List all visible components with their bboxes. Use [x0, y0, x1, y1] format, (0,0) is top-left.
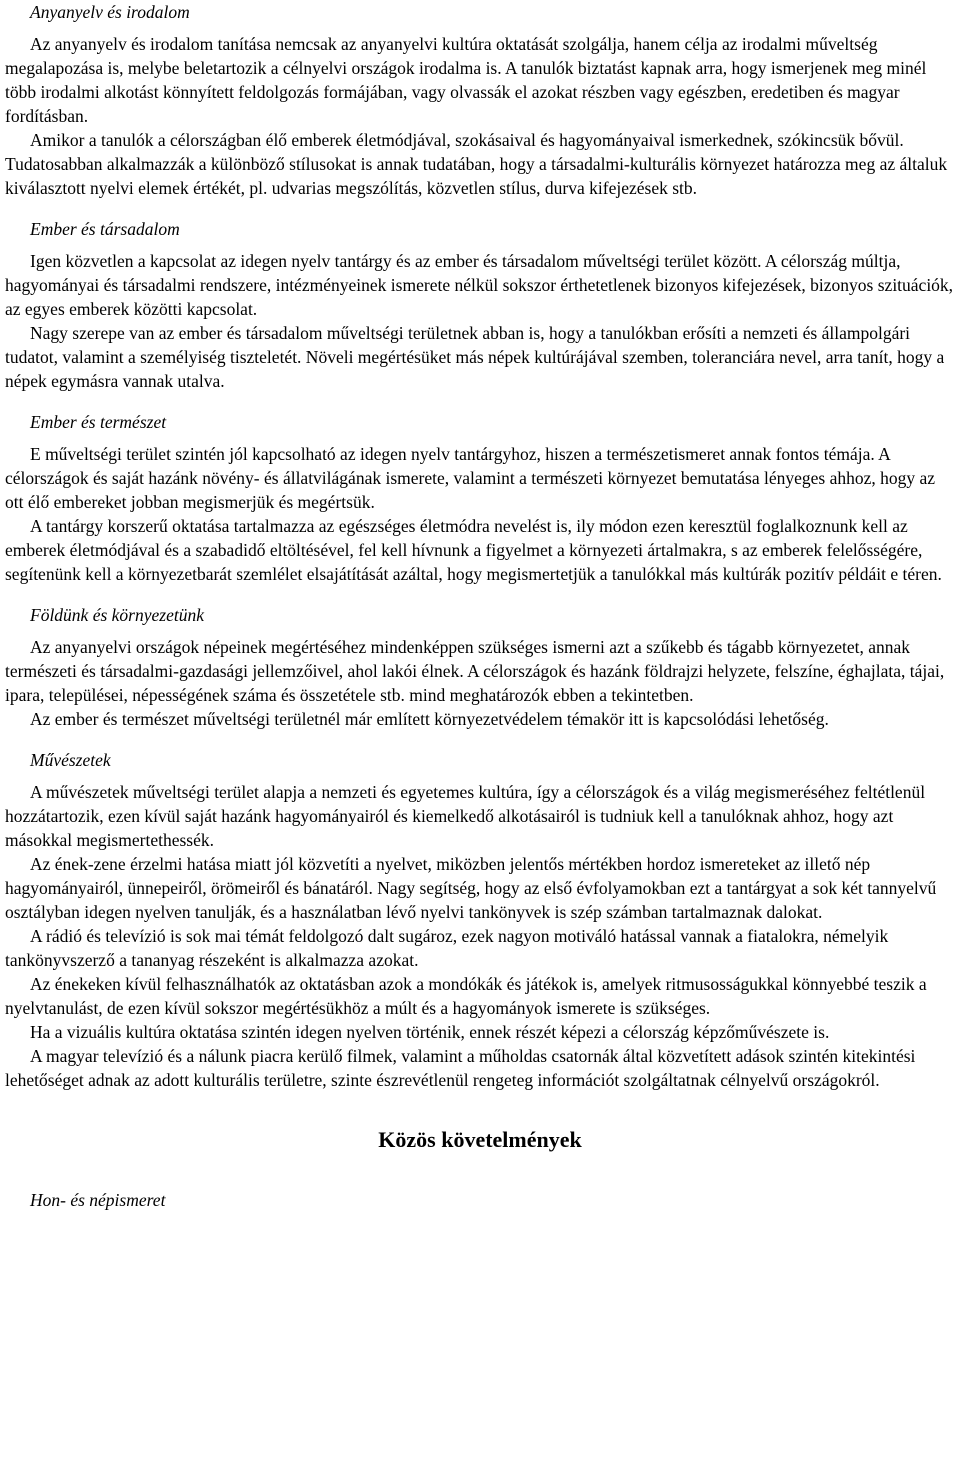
paragraph: Ha a vizuális kultúra oktatása szintén idegen nyelven történik, ennek részét képezi a célország képzőművészete is. — [30, 1022, 830, 1042]
section-heading: Művészetek — [30, 750, 111, 770]
section-muveszetek — [5, 748, 955, 1092]
paragraph: Nagy szerepe van az ember és társadalom műveltségi területnek abban is, hogy a tanulókban erősíti a nemzeti és állampolgári tudatot, valamint a személyiség tiszteletét. Növeli megértésüket más népek kultúrájával szemben, toleranciára nevel, arra tanít, hogy a népek egymásra vannak utalva. — [5, 323, 945, 391]
paragraph: E műveltségi terület szintén jól kapcsolható az idegen nyelv tantárgyhoz, hiszen a természetismeret annak fontos témája. A célországok és saját hazánk növény- és állatvilágának ismerete, valamint a természeti környezet bemutatása lényeges ahhoz, hogy az ott élő embereket jobban megismerjük és megértsük. — [5, 444, 936, 512]
section-ember-tarsadalom — [5, 217, 955, 393]
paragraph: Az ember és természet műveltségi területnél már említett környezetvédelem témakör itt is kapcsolódási lehetőség. — [30, 709, 829, 729]
paragraph: A művészetek műveltségi terület alapja a nemzeti és egyetemes kultúra, így a célországok és a világ megismeréséhez feltétlenül hozzátartozik, ezen kívül saját hazánk hagyományairól és kiemelkedő alkotásairól is tudniuk kell a tanulóknak ahhoz, hogy azt másokkal megismertethessék. — [5, 782, 926, 850]
section-heading: Hon- és népismeret — [30, 1190, 166, 1210]
section-foldunk — [5, 603, 955, 731]
paragraph: Az ének-zene érzelmi hatása miatt jól közvetíti a nyelvet, miközben jelentős mértékben hordoz ismereteket az illető nép hagyományairól, ünnepeiről, örömeiről és bánatáról. Nagy segítség, hogy az első évfolyamokban ezt a tantárgyat a sok két tannyelvű osztályban idegen nyelven tanulják, és a használatban lévő nyelvi tankönyvek is szép számban tartalmaznak dalokat. — [5, 854, 937, 922]
paragraph: A magyar televízió és a nálunk piacra kerülő filmek, valamint a műholdas csatornák által közvetített adások szintén kitekintési lehetőséget adnak az adott kulturális területre, szinte észrevétlenül rengeteg információt szolgáltatnak célnyelvű országokról. — [5, 1046, 916, 1090]
paragraph: Az anyanyelv és irodalom tanítása nemcsak az anyanyelvi kultúra oktatását szolgálja, hanem célja az irodalmi műveltség megalapozása is, melybe beletartozik a célnyelvi országok irodalma is. A tanulók biztatást kapnak arra, hogy ismerjenek meg minél több irodalmi alkotást könnyített feldolgozás formájában, vagy olvassák el azokat részben vagy egészben, eredetiben és magyar fordításban. — [5, 34, 927, 126]
section-heading: Ember és társadalom — [30, 219, 180, 239]
section-ember-termeszet — [5, 410, 955, 586]
section-heading: Ember és természet — [30, 412, 167, 432]
section-heading: Anyanyelv és irodalom — [30, 2, 190, 22]
paragraph: Az énekeken kívül felhasználhatók az oktatásban azok a mondókák és játékok is, amelyek ritmusosságukkal könnyebbé teszik a nyelvtanulást, de ezen kívül sokszor megértésükhöz a múlt és a hagyományok ismerete is szükséges. — [5, 974, 927, 1018]
main-title: Közös követelmények — [378, 1127, 582, 1152]
section-heading: Földünk és környezetünk — [30, 605, 204, 625]
paragraph: Az anyanyelvi országok népeinek megértéséhez mindenképpen szükséges ismerni azt a szűkebb és tágabb környezetet, annak természeti és társadalmi-gazdasági jellemzőivel, ahol lakói élnek. A célországok és hazánk földrajzi helyzete, felszíne, éghajlata, tájai, ipara, települései, népességének száma és összetétele stb. mind meghatározók ebben a tekintetben. — [5, 637, 945, 705]
paragraph: A rádió és televízió is sok mai témát feldolgozó dalt sugároz, ezek nagyon motiváló hatással vannak a fiatalokra, némelyik tankönyvszerző a tananyag részeként is alkalmazza azokat. — [5, 926, 889, 970]
paragraph: Igen közvetlen a kapcsolat az idegen nyelv tantárgy és az ember és társadalom műveltségi terület között. A célország múltja, hagyományai és társadalmi rendszere, intézményeinek ismerete nélkül sokszor érthetetlenek bizonyos kifejezések, bizonyos szituációk, az egyes emberek közötti kapcsolat. — [5, 251, 954, 319]
paragraph: A tantárgy korszerű oktatása tartalmazza az egészséges életmódra nevelést is, ily módon ezen keresztül foglalkoznunk kell az emberek életmódjával és a szabadidő eltöltésével, fel kell hívnunk a figyelmet a környezeti ártalmakra, s az emberek felelősségére, segítenünk kell a környezetbarát szemlélet elsajátítását azáltal, hogy megismertetjük a tanulókkal más kultúrák pozitív példáit e téren. — [5, 516, 942, 584]
section-anyanyelv — [5, 0, 955, 200]
document-page — [5, 0, 955, 1220]
paragraph: Amikor a tanulók a célországban élő emberek életmódjával, szokásaival és hagyományaival ismerkednek, szókincsük bővül. Tudatosabban alkalmazzák a különböző stílusokat is annak tudatában, hogy a társadalmi-kulturális környezet határozza meg az általuk kiválasztott nyelvi elemek értékét, pl. udvarias megszólítás, közvetlen stílus, durva kifejezések stb. — [5, 130, 948, 198]
